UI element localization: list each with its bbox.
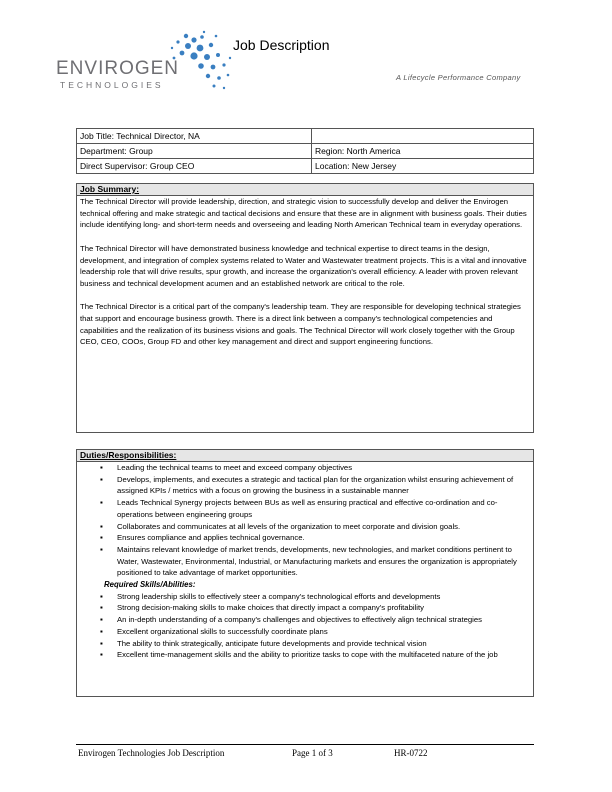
footer-form-code: HR-0722 — [394, 748, 428, 758]
department-cell: Department: Group — [77, 144, 312, 159]
table-row — [77, 144, 534, 159]
summary-paragraph: The Technical Director will have demonstrated business knowledge and technical expertise to direct teams in the design, development, and integration of complex systems related to Water and Wastewater treatment projects. This is a vital and innovative leadership role that will drive results, spur growth, and increase the organization's overall efficiency. A leader with proven relevant business and technical development acumen and an established network are critical to the role. — [80, 243, 527, 288]
supervisor-cell: Direct Supervisor: Group CEO — [77, 159, 312, 174]
region-cell: Region: North America — [312, 144, 534, 159]
table-row — [77, 159, 534, 174]
list-item: ▪ Leading the technical teams to meet and exceed company objectives — [117, 462, 533, 474]
empty-cell — [312, 129, 534, 144]
job-info-table — [76, 128, 534, 174]
summary-paragraph: The Technical Director will provide leadership, direction, and strategic vision to successfully develop and deliver the Envirogen technical offering and make strategic and tactical decisions and ensure that these are in alignment with business goals. Their duties include identifying long- and short-term needs and overseeing and leading North American Technical team in everyday operations. — [80, 197, 527, 230]
location-cell: Location: New Jersey — [312, 159, 534, 174]
duties-section — [76, 449, 534, 697]
duties-heading: Duties/Responsibilities: — [77, 450, 533, 462]
list-item: ▪ Strong leadership skills to effectively steer a company's technological efforts and developments — [117, 591, 533, 603]
document-title: Job Description — [233, 37, 330, 53]
job-summary-section — [76, 183, 534, 433]
summary-paragraph: The Technical Director is a critical part of the company's leadership team. They are responsible for developing technical strategies that support and encourage business growth. There is a direct link between a company's technological competencies and capabilities and the realization of its business visions and goals. The Technical Director will work closely together with the Group CEO, CEO, COOs, Group FD and other key management and direct and support engineering functions. — [80, 302, 521, 347]
list-item: ▪ Leads Technical Synergy projects between BUs as well as ensuring practical and effective co-ordination and co-operations between engineering groups — [117, 497, 533, 520]
list-item: ▪ Excellent organizational skills to successfully coordinate plans — [117, 626, 533, 638]
list-item: ▪ Develops, implements, and executes a strategic and tactical plan for the organization whilst ensuring achievement of assigned KPIs / metrics with a focus on growing the business in a sustainable manner — [117, 474, 533, 497]
list-item: ▪ The ability to think strategically, anticipate future developments and provide technical vision — [117, 638, 533, 650]
logo-subtitle: TECHNOLOGIES — [60, 80, 164, 90]
list-item: ▪ Strong decision-making skills to make choices that directly impact a company's profitability — [117, 602, 533, 614]
company-logo — [56, 28, 216, 98]
job-title-cell: Job Title: Technical Director, NA — [77, 129, 312, 144]
logo-wordmark: ENVIROGEN — [56, 58, 180, 79]
job-summary-heading: Job Summary: — [77, 184, 533, 196]
footer-divider — [76, 744, 534, 745]
list-item: ▪ An in-depth understanding of a company's challenges and objectives to effectively align technical strategies — [117, 614, 533, 626]
skills-heading: Required Skills/Abilities: — [104, 580, 196, 590]
list-item: ▪ Ensures compliance and applies technical governance. — [117, 532, 533, 544]
list-item: ▪ Collaborates and communicates at all levels of the organization to meet corporate and division goals. — [117, 521, 533, 533]
footer-document-name: Envirogen Technologies Job Description — [78, 748, 225, 758]
list-item: ▪ Maintains relevant knowledge of market trends, developments, new technologies, and market conditions pertinent to Water, Wastewater, Environmental, Industrial, or Manufacturing markets and ensures the organization is appropriately positioned to take advantage of market opportunities. — [117, 544, 533, 579]
duties-list — [77, 462, 533, 579]
company-tagline: A Lifecycle Performance Company — [396, 73, 521, 82]
footer-page-number: Page 1 of 3 — [292, 748, 333, 758]
list-item: ▪ Excellent time-management skills and the ability to prioritize tasks to cope with the multifaceted nature of the job — [117, 649, 533, 661]
skills-list — [77, 591, 533, 661]
table-row — [77, 129, 534, 144]
